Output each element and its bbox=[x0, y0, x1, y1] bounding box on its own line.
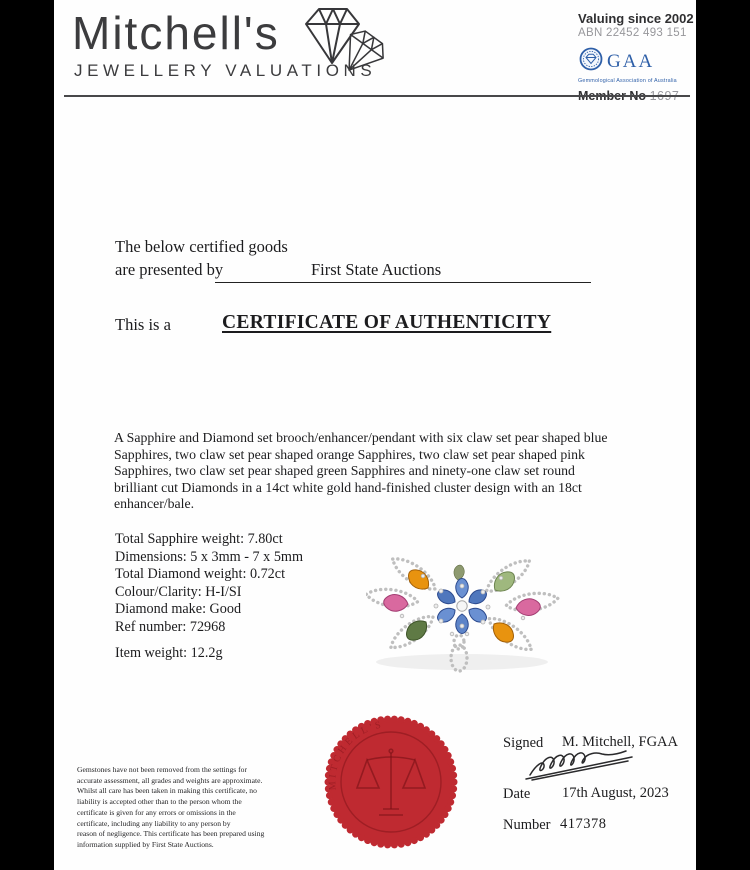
brand-tagline: JEWELLERY VALUATIONS bbox=[74, 61, 377, 80]
spec-list bbox=[115, 531, 303, 636]
disclaimer-line: information supplied by First State Auctions. bbox=[77, 839, 214, 849]
disclaimer-line: reason of negligence. This certificate has been prepared using bbox=[77, 829, 265, 839]
description-line: brilliant cut Diamonds in a 14ct white gold hand-finished cluster design with an 18ct bbox=[114, 479, 582, 495]
presenter-name: First State Auctions bbox=[311, 260, 442, 279]
presented-line2: are presented by bbox=[115, 260, 224, 279]
signed-value: M. Mitchell, FGAA bbox=[562, 734, 678, 750]
certificate-leadin: This is a bbox=[115, 315, 171, 334]
disclaimer-line: Gemstones have not been removed from the settings for bbox=[77, 765, 247, 774]
valuing-since: Valuing since 2002 bbox=[578, 11, 694, 26]
date-label: Date bbox=[503, 786, 531, 802]
header-credentials bbox=[578, 11, 728, 103]
signed-label: Signed bbox=[503, 735, 544, 751]
spec-row: Total Sapphire weight: 7.80ct bbox=[115, 531, 283, 547]
presented-line1: The below certified goods bbox=[115, 237, 288, 256]
disclaimer-line: liability is accepted other than to the person whom the bbox=[77, 797, 242, 807]
disclaimer-line: Whilst all care has been taken in making this certificate, no bbox=[77, 786, 257, 796]
spec-row: Colour/Clarity: H-I/SI bbox=[115, 583, 242, 600]
disclaimer-line: accurate assessment, all grades and weights are approximate. bbox=[77, 775, 263, 785]
red-seal bbox=[321, 712, 461, 857]
spec-row: Diamond make: Good bbox=[115, 601, 242, 617]
gaa-caption: Gemmological Association of Australia bbox=[578, 78, 677, 84]
seal-embossed-text: MITCHELL'S bbox=[327, 719, 385, 791]
disclaimer-line: certificate, including any liability to any person by bbox=[77, 818, 231, 828]
presenter-underline bbox=[215, 260, 591, 283]
signature-scribble bbox=[524, 749, 654, 788]
header-rule bbox=[64, 95, 690, 97]
abn-number: ABN 22452 493 151 bbox=[578, 27, 687, 39]
certificate-title: CERTIFICATE OF AUTHENTICITY bbox=[222, 312, 552, 333]
description-line: A Sapphire and Diamond set brooch/enhancer/pendant with six claw set pear shaped blue bbox=[114, 430, 608, 445]
spec-row: Ref number: 72968 bbox=[115, 618, 226, 635]
spec-row: Total Diamond weight: 0.72ct bbox=[115, 566, 286, 582]
description-line: Sapphires, two claw set pear shaped green Sapphires and ninety-one claw set round bbox=[114, 463, 575, 479]
date-value: 17th August, 2023 bbox=[562, 785, 669, 801]
description-line: Sapphires, two claw set pear shaped orange Sapphires, two claw set pear shaped pink bbox=[114, 446, 585, 462]
certificate-page bbox=[54, 0, 696, 870]
disclaimer-line: certificate is given for any errors or omissions in the bbox=[77, 807, 236, 817]
description-line: enhancer/bale. bbox=[114, 496, 195, 512]
brand-name: Mitchell's bbox=[72, 7, 280, 59]
brooch-photo bbox=[366, 546, 576, 681]
gaa-emblem-icon bbox=[578, 46, 604, 77]
disclaimer bbox=[77, 765, 327, 851]
gaa-logo bbox=[578, 46, 728, 77]
gaa-name: GAA bbox=[607, 50, 655, 72]
number-label: Number bbox=[503, 817, 551, 833]
spec-row: Dimensions: 5 x 3mm - 7 x 5mm bbox=[115, 548, 303, 565]
item-weight: Item weight: 12.2g bbox=[115, 645, 223, 661]
number-value: 417378 bbox=[560, 816, 607, 832]
item-description bbox=[114, 430, 607, 513]
